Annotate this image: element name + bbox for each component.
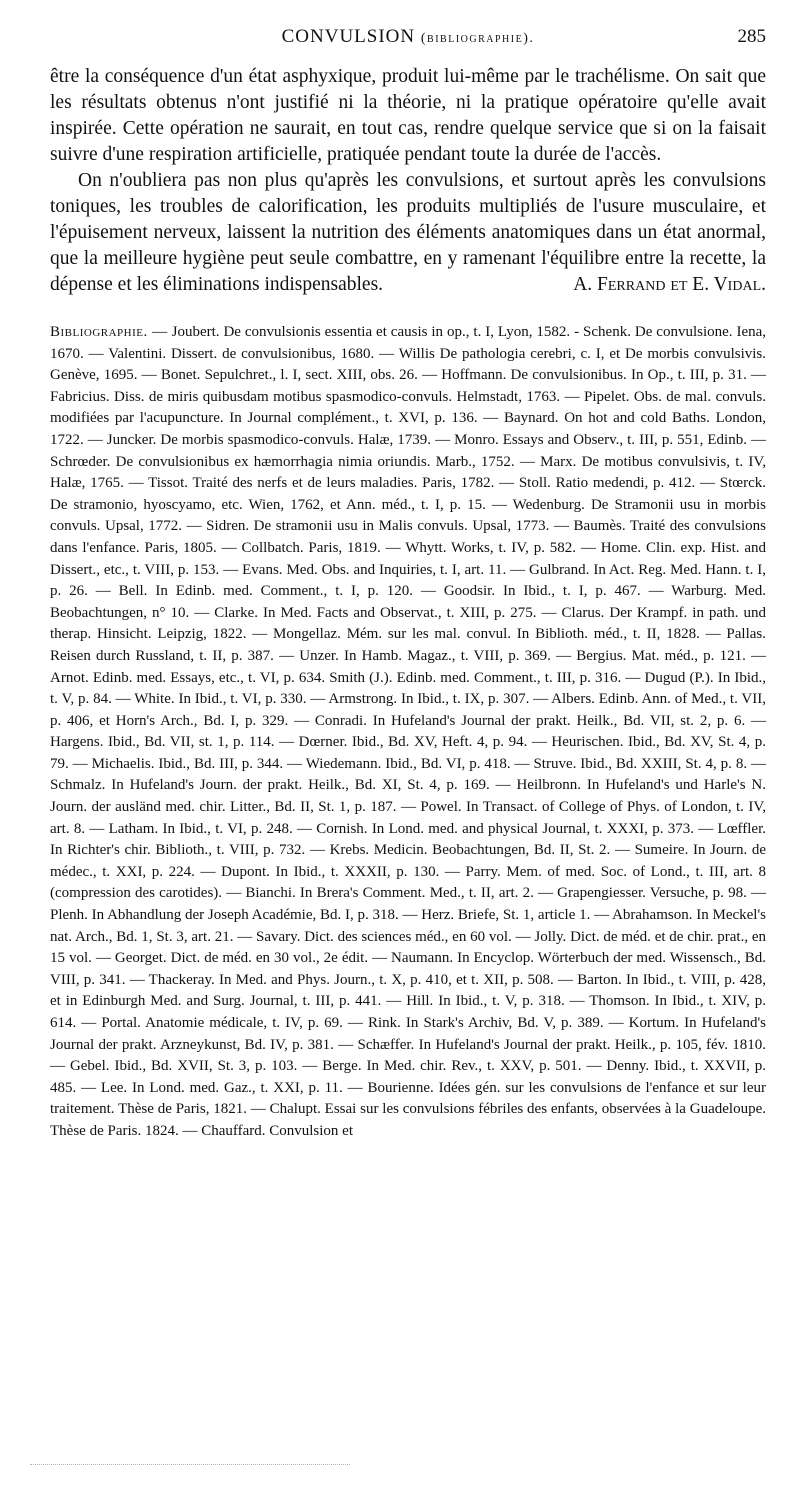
- article-body: [50, 64, 766, 298]
- running-title: [50, 26, 766, 48]
- bibliography-entries: Joubert. De convulsionis essentia et causis in op., t. I, Lyon, 1582. - Schenk. De convulsione. Iena, 1670. — Valentini. Dissert. de convulsionibus, 1680. — Willis De pathologia cerebri, c. I, et De morbis convulsivis. Genève, 1695. — Bonet. Sepulchret., l. I, sect. XIII, obs. 26. — Hoffmann. De convulsionibus. In Op., t. III, p. 31. — Fabricius. Diss. de miris quibusdam motibus spasmodico-convuls. Helmstadt, 1763. — Pipelet. Obs. de mal. convuls. modifiées par l'acupuncture. In Journal complément., t. XVI, p. 136. — Baynard. On hot and cold Baths. London, 1722. — Juncker. De morbis spasmodico-convuls. Halæ, 1739. — Monro. Essays and Observ., t. III, p. 551, Edinb. — Schrœder. De convulsionibus ex hæmorrhagia nimia oriundis. Marb., 1752. — Marx. De motibus convulsivis, t. IV, Halæ, 1765. — Tissot. Traité des nerfs et de leurs maladies. Paris, 1782. — Stoll. Ratio medendi, p. 412. — Stœrck. De stramonio, hyoscyamo, etc. Wien, 1762, et Ann. méd., t. I, p. 15. — Wedenburg. De Stramonii usu in morbis convuls. Upsal, 1772. — Sidren. De stramonii usu in Malis convuls. Upsal, 1773. — Baumès. Traité des convulsions dans l'enfance. Paris, 1805. — Collbatch. Paris, 1819. — Whytt. Works, t. IV, p. 582. — Home. Clin. exp. Hist. and Dissert., etc., t. VIII, p. 153. — Evans. Med. Obs. and Inquiries, t. I, art. 11. — Gulbrand. In Act. Reg. Med. Hann. t. I, p. 26. — Bell. In Edinb. med. Comment., t. I, p. 120. — Goodsir. In Ibid., t. I, p. 467. — Warburg. Med. Beobachtungen, n° 10. — Clarke. In Med. Facts and Observat., t. XIII, p. 275. — Clarus. Der Krampf. in path. und therap. Hinsicht. Leipzig, 1822. — Mongellaz. Mém. sur les mal. convul. In Biblioth. méd., t. II, 1828. — Pallas. Reisen durch Russland, t. II, p. 387. — Unzer. In Hamb. Magaz., t. VIII, p. 369. — Bergius. Mat. méd., p. 121. — Arnot. Edinb. med. Essays, etc., t. VI, p. 634. Smith (J.). Edinb. med. Comment., t. III, p. 316. — Dugud (P.). In Ibid., t. V, p. 84. — White. In Ibid., t. VI, p. 330. — Armstrong. In Ibid., t. IX, p. 307. — Albers. Edinb. Ann. of Med., t. VII, p. 406, et Horn's Arch., Bd. I, p. 329. — Conradi. In Hufeland's Journal der prakt. Heilk., Bd. VII, st. 2, p. 6. — Hargens. Ibid., Bd. VII, st. 1, p. 114. — Dœrner. Ibid., Bd. XV, Heft. 4, p. 94. — Heurischen. Ibid., Bd. XV, St. 4, p. 79. — Michaelis. Ibid., Bd. III, p. 344. — Wiedemann. Ibid., Bd. VI, p. 418. — Struve. Ibid., Bd. XXIII, St. 4, p. 8. — Schmalz. In Hufeland's Journ. der prakt. Heilk., Bd. XI, St. 4, p. 169. — Heilbronn. In Hufeland's und Harle's N. Journ. der ausländ med. chir. Litter., Bd. II, St. 1, p. 187. — Powel. In Transact. of College of Phys. of London, t. IV, art. 8. — Latham. In Ibid., t. VI, p. 248. — Cornish. In Lond. med. and physical Journal, t. XXXI, p. 373. — Lœffler. In Richter's chir. Biblioth., t. VIII, p. 732. — Krebs. Medicin. Beobachtungen, Bd. II, St. 2. — Sumeire. In Journ. de médec., t. XXI, p. 224. — Dupont. In Ibid., t. XXXII, p. 130. — Parry. Mem. of med. Soc. of Lond., t. III, art. 8 (compression des carotides). — Bianchi. In Brera's Comment. Med., t. II, art. 2. — Grapengiesser. Versuche, p. 98. — Plenh. In Abhandlung der Joseph Académie, Bd. I, p. 318. — Herz. Briefe, St. 1, article 1. — Abrahamson. In Meckel's nat. Arch., Bd. 1, St. 3, art. 21. — Savary. Dict. des sciences méd., en 60 vol. — Jolly. Dict. de méd. et de chir. prat., en 15 vol. — Georget. Dict. de méd. en 30 vol., 2e édit. — Naumann. In Encyclop. Wörterbuch der med. Wissensch., Bd. VIII, p. 341. — Thackeray. In Med. and Phys. Journ., t. X, p. 410, et t. XII, p. 508. — Barton. In Ibid., t. VIII, p. 428, et in Edinburgh Med. and Surg. Journal, t. III, p. 441. — Hill. In Ibid., t. V, p. 318. — Thomson. In Ibid., t. XIV, p. 614. — Portal. Anatomie médicale, t. IV, p. 69. — Rink. In Stark's Archiv, Bd. V, p. 389. — Kortum. In Hufeland's Journal der prakt. Arzneykunst, Bd. IV, p. 381. — Schæffer. In Hufeland's Journal der prakt. Heilk., p. 105, fév. 1810. — Gebel. Ibid., Bd. XVII, St. 3, p. 103. — Berge. In Med. chir. Rev., t. XXV, p. 501. — Denny. Ibid., t. XXVII, p. 485. — Lee. In Lond. med. Gaz., t. XXI, p. 11. — Bourienne. Idées gén. sur les convulsions de l'enfance et sur leur traitement. Thèse de Paris, 1821. — Chalupt. Essai sur les convulsions fébriles des enfants, observées à la Guadeloupe. Thèse de Paris. 1824. — Chauffard. Convulsion et: [50, 324, 767, 1139]
- paragraph-2-text: On n'oubliera pas non plus qu'après les convulsions, et surtout après les convulsions toniques, les troubles de calorification, les produits multipliés de l'usure musculaire, et l'épuisement nerveux, laissent la nutrition des éléments anatomiques dans un état anormal, que la meilleure hygiène peut seule combattre, en y ramenant l'équilibre entre la recette, la dépense et les éliminations indispensables.: [50, 170, 766, 295]
- paragraph-2: [50, 168, 766, 298]
- paragraph-1: être la conséquence d'un état asphyxique, produit lui-même par le trachélisme. On sait que les résultats obtenus n'ont justifié ni la théorie, ni la pratique opératoire qu'elle avait inspirée. Cette opération ne saurait, en tout cas, rendre quelque service que si on la faisait suivre d'une respiration artificielle, pratiquée pendant toute la durée de l'accès.: [50, 66, 766, 165]
- page-header: [50, 26, 766, 52]
- bibliography-text: [50, 322, 766, 1143]
- author-signature: A. Ferrand et E. Vidal.: [573, 274, 766, 295]
- bibliography-label: Bibliographie. —: [50, 324, 168, 340]
- running-title-main: CONVULSION: [281, 26, 416, 47]
- document-page: [50, 26, 766, 1143]
- footer-divider: [30, 1464, 350, 1465]
- running-title-subtitle: (bibliographie).: [420, 31, 535, 46]
- bibliography-section: [50, 322, 766, 1143]
- page-number: 285: [737, 26, 766, 47]
